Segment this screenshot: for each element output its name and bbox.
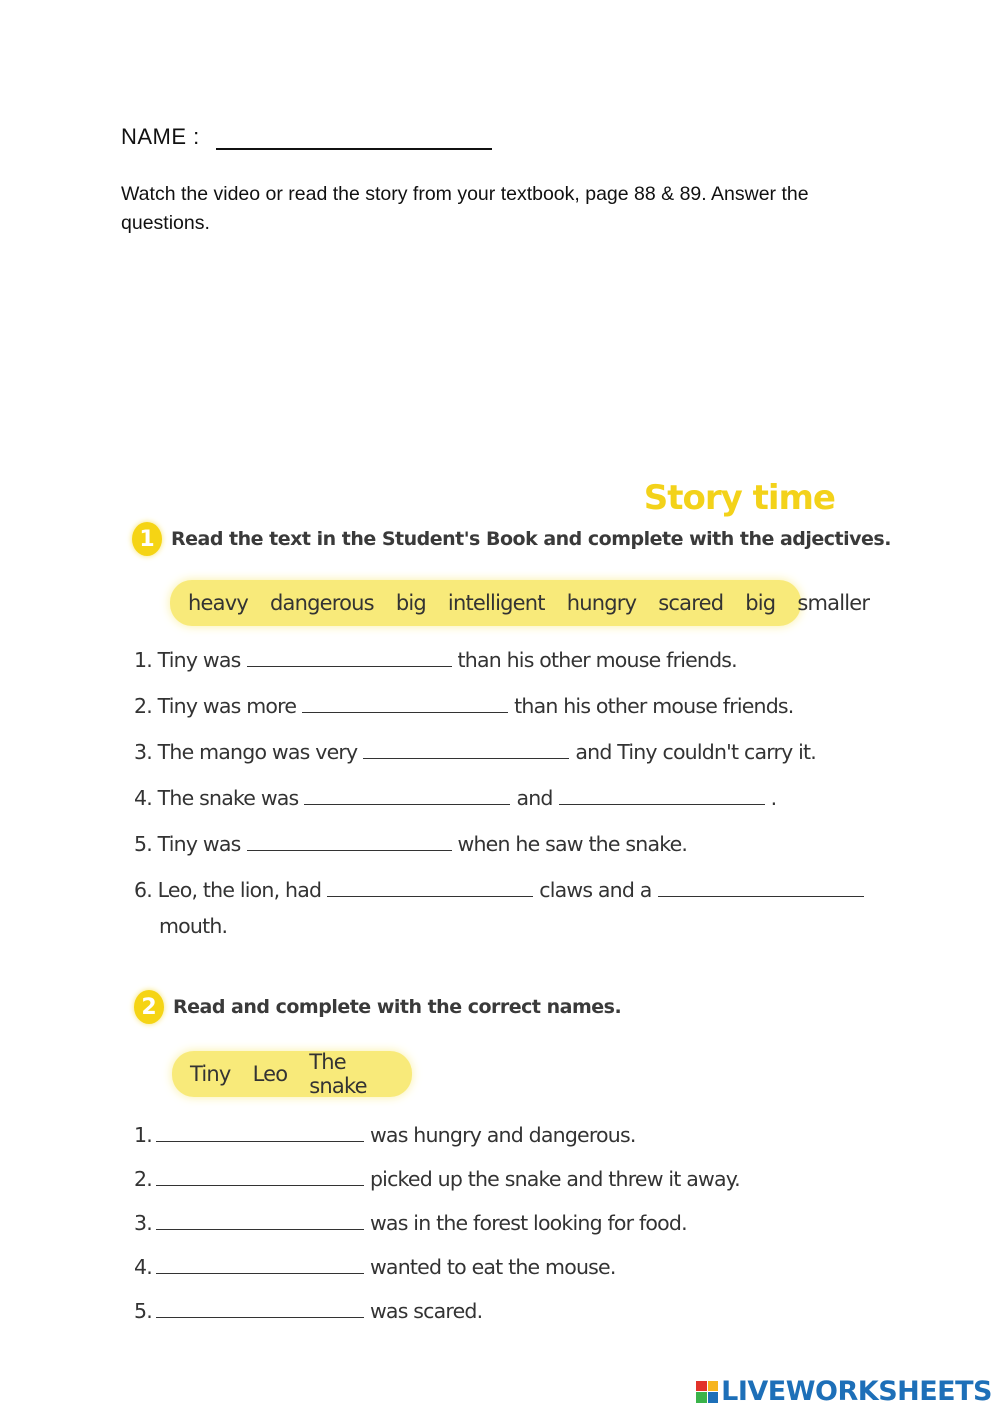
item-text: was scared. bbox=[369, 1299, 483, 1323]
exercise2-heading bbox=[134, 990, 621, 1024]
word-bank-item: big bbox=[395, 591, 426, 615]
exercise1-question-1 bbox=[134, 648, 737, 672]
item-number: 1. bbox=[134, 1123, 152, 1147]
answer-blank[interactable] bbox=[156, 1167, 364, 1186]
name-input-line[interactable] bbox=[216, 126, 492, 150]
exercise1-heading bbox=[132, 522, 891, 556]
answer-blank[interactable] bbox=[156, 1123, 364, 1142]
exercise2-item-2 bbox=[134, 1167, 740, 1191]
section-title: Story time bbox=[643, 478, 835, 518]
instructions-text: Watch the video or read the story from your textbook, page 88 & 89. Answer the questions. bbox=[121, 183, 809, 234]
word-bank-item: heavy bbox=[188, 591, 248, 615]
item-text: was in the forest looking for food. bbox=[369, 1211, 687, 1235]
answer-blank[interactable] bbox=[302, 694, 508, 713]
exercise2-item-1 bbox=[134, 1123, 636, 1147]
answer-blank[interactable] bbox=[559, 786, 765, 805]
exercise1-number-badge: 1 bbox=[132, 522, 162, 556]
exercise2-name-bank bbox=[172, 1051, 412, 1097]
word-bank-item: intelligent bbox=[447, 591, 545, 615]
item-text: wanted to eat the mouse. bbox=[369, 1255, 616, 1279]
exercise2-instruction: Read and complete with the correct names. bbox=[173, 996, 622, 1018]
exercise1-word-bank bbox=[170, 580, 870, 626]
answer-blank[interactable] bbox=[247, 832, 452, 851]
liveworksheets-logo bbox=[696, 1376, 992, 1407]
exercise1-question-5 bbox=[134, 832, 687, 856]
answer-blank[interactable] bbox=[363, 740, 569, 759]
question-prefix: 3. The mango was very bbox=[134, 740, 358, 764]
item-text: was hungry and dangerous. bbox=[369, 1123, 636, 1147]
item-text: picked up the snake and threw it away. bbox=[369, 1167, 740, 1191]
question-prefix: 5. Tiny was bbox=[134, 832, 241, 856]
question-suffix: than his other mouse friends. bbox=[514, 694, 794, 718]
exercise1-question-3 bbox=[134, 740, 816, 764]
word-bank-item: smaller bbox=[797, 591, 870, 615]
exercise2-item-5 bbox=[134, 1299, 482, 1323]
question-suffix: when he saw the snake. bbox=[457, 832, 688, 856]
logo-text: LIVEWORKSHEETS bbox=[721, 1376, 992, 1407]
question-suffix: than his other mouse friends. bbox=[457, 648, 737, 672]
name-bank-item: The snake bbox=[309, 1050, 367, 1098]
word-bank-item: big bbox=[745, 591, 776, 615]
exercise2-number-badge: 2 bbox=[134, 990, 164, 1024]
question-prefix: 4. The snake was bbox=[134, 786, 299, 810]
name-bank-item: Leo bbox=[252, 1062, 288, 1086]
exercise1-question-2 bbox=[134, 694, 794, 718]
answer-blank[interactable] bbox=[156, 1299, 364, 1318]
exercise1-question-4 bbox=[134, 786, 776, 810]
item-number: 3. bbox=[134, 1211, 152, 1235]
word-bank-item: dangerous bbox=[269, 591, 374, 615]
question-prefix: 2. Tiny was more bbox=[134, 694, 297, 718]
name-label: NAME : bbox=[121, 124, 200, 149]
exercise2-item-4 bbox=[134, 1255, 616, 1279]
question-prefix: 1. Tiny was bbox=[134, 648, 241, 672]
item-number: 2. bbox=[134, 1167, 152, 1191]
name-bank-item: Tiny bbox=[190, 1062, 231, 1086]
name-field-row bbox=[121, 124, 492, 150]
answer-blank[interactable] bbox=[658, 878, 864, 897]
answer-blank[interactable] bbox=[327, 878, 533, 897]
word-bank-item: scared bbox=[658, 591, 724, 615]
exercise2-item-3 bbox=[134, 1211, 687, 1235]
question-middle: claws and a bbox=[539, 878, 652, 902]
item-number: 4. bbox=[134, 1255, 152, 1279]
answer-blank[interactable] bbox=[247, 648, 452, 667]
answer-blank[interactable] bbox=[156, 1211, 364, 1230]
question-suffix: and Tiny couldn't carry it. bbox=[575, 740, 816, 764]
answer-blank[interactable] bbox=[156, 1255, 364, 1274]
liveworksheets-logo-icon bbox=[696, 1381, 718, 1403]
question-suffix: . bbox=[770, 786, 777, 810]
word-bank-item: hungry bbox=[566, 591, 637, 615]
item-number: 5. bbox=[134, 1299, 152, 1323]
question-prefix: 6. Leo, the lion, had bbox=[134, 878, 322, 902]
exercise1-question-6 bbox=[134, 878, 870, 902]
exercise1-instruction: Read the text in the Student's Book and complete with the adjectives. bbox=[171, 528, 891, 550]
exercise1-question-6-continuation: mouth. bbox=[159, 914, 228, 938]
question-middle: and bbox=[516, 786, 553, 810]
answer-blank[interactable] bbox=[304, 786, 510, 805]
